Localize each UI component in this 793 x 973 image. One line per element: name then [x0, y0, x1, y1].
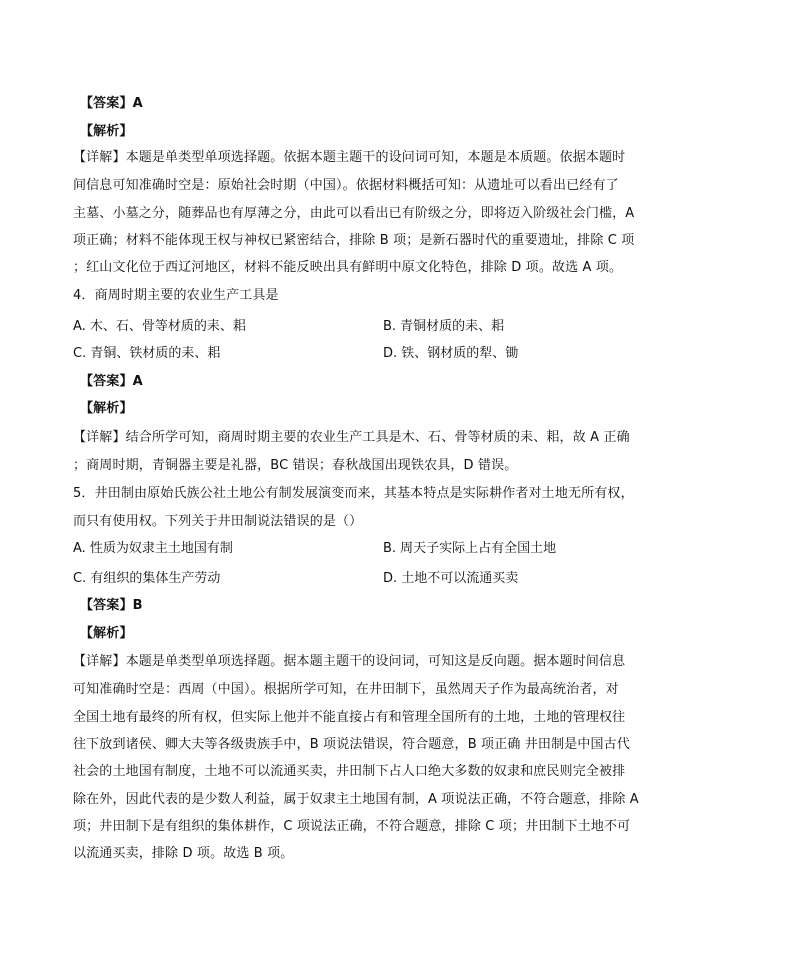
detail-line: 【详解】本题是单类型单项选择题。依据本题主题干的设问词可知，本题是本质题。依据本题时 [73, 150, 626, 165]
option-d: D. 土地不可以流通买卖 [383, 571, 519, 586]
option-c: C. 青铜、铁材质的耒、耜 [73, 346, 221, 361]
answer-label: 【答案】A [80, 96, 143, 111]
option-b: B. 青铜材质的耒、耜 [383, 319, 505, 334]
question-stem: 5．井田制由原始氏族公社土地公有制发展演变而来，其基本特点是实际耕作者对土地无所有权， [73, 486, 634, 501]
detail-line: 【详解】本题是单类型单项选择题。据本题主题干的设问词，可知这是反向题。据本题时间信息 [73, 654, 626, 669]
detail-line: 往下放到诸侯、卿大夫等各级贵族手中，B 项说法错误，符合题意，B 项正确 井田制是中国古代 [73, 737, 630, 752]
option-d: D. 铁、钢材质的犁、锄 [383, 346, 519, 361]
analysis-label: 【解析】 [80, 626, 133, 641]
option-a: A. 性质为奴隶主土地国有制 [73, 541, 233, 556]
answer-label: 【答案】B [80, 598, 143, 613]
detail-line: ；红山文化位于西辽河地区，材料不能反映出具有鲜明中原文化特色，排除 D 项。故选 A 项。 [73, 260, 623, 275]
detail-line: 项；井田制下是有组织的集体耕作，C 项说法正确，不符合题意，排除 C 项；井田制下土地不可 [73, 819, 631, 834]
option-b: B. 周天子实际上占有全国土地 [383, 541, 557, 556]
detail-line: 项正确；材料不能体现王权与神权已紧密结合，排除 B 项；是新石器时代的重要遗址，排除 C 项 [73, 233, 635, 248]
analysis-label: 【解析】 [80, 124, 133, 139]
option-a: A. 木、石、骨等材质的耒、耜 [73, 319, 246, 334]
detail-line: 可知准确时空是：西周（中国）。根据所学可知，在井田制下，虽然周天子作为最高统治者，对 [73, 682, 619, 697]
analysis-label: 【解析】 [80, 401, 133, 416]
question-stem: 而只有使用权。下列关于井田制说法错误的是（） [73, 514, 363, 529]
detail-line: 除在外，因此代表的是少数人利益，属于奴隶主土地国有制，A 项说法正确，不符合题意，排除 A [73, 792, 639, 807]
option-c: C. 有组织的集体生产劳动 [73, 571, 221, 586]
answer-label: 【答案】A [80, 374, 143, 389]
detail-line: 以流通买卖，排除 D 项。故选 B 项。 [73, 846, 294, 861]
question-stem: 4．商周时期主要的农业生产工具是 [73, 288, 279, 303]
detail-line: 主墓、小墓之分，随葬品也有厚薄之分，由此可以看出已有阶级之分，即将迈入阶级社会门槛，A [73, 206, 635, 221]
detail-line: ；商周时期，青铜器主要是礼器，BC 错误；春秋战国出现铁农具，D 错误。 [73, 458, 518, 473]
detail-line: 社会的土地国有制度，土地不可以流通买卖，井田制下占人口绝大多数的奴隶和庶民则完全被排 [73, 764, 626, 779]
detail-line: 【详解】结合所学可知，商周时期主要的农业生产工具是木、石、骨等材质的耒、耜，故 A 正确 [73, 430, 630, 445]
detail-line: 间信息可知准确时空是：原始社会时期（中国）。依据材料概括可知：从遗址可以看出已经有了 [73, 178, 619, 193]
detail-line: 全国土地有最终的所有权，但实际上他并不能直接占有和管理全国所有的土地，土地的管理权往 [73, 710, 626, 725]
